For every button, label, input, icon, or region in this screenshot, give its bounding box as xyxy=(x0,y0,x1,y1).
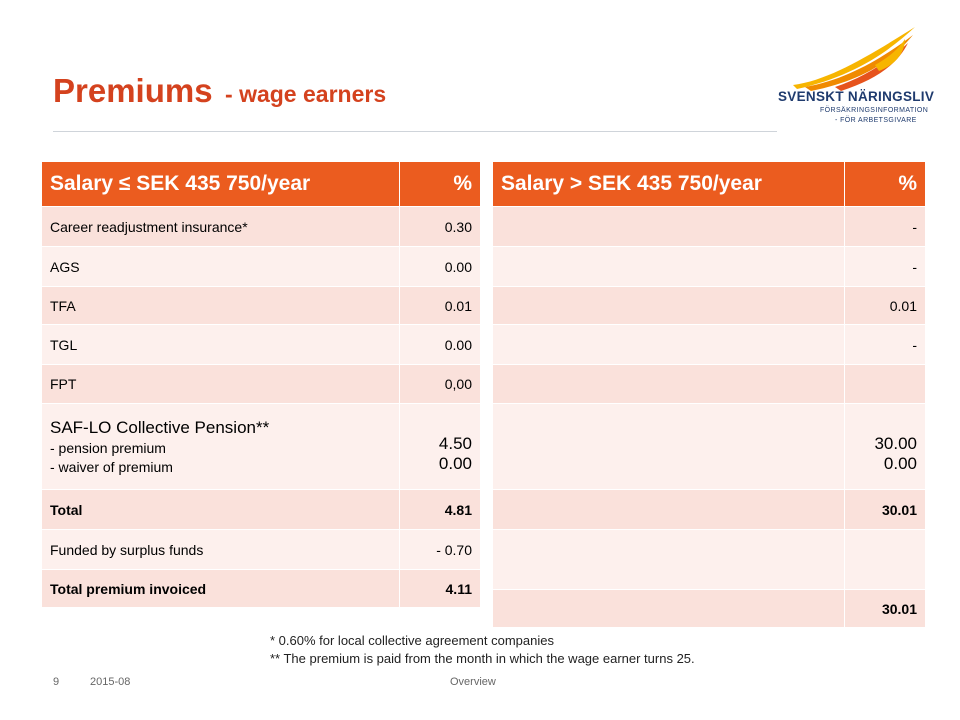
row-label: Total premium invoiced xyxy=(42,570,399,608)
table-row xyxy=(493,207,925,247)
table-row-total-invoiced xyxy=(493,590,925,628)
page-title: Premiums xyxy=(53,72,213,109)
pension-values xyxy=(399,404,480,490)
logo-brand-text: SVENSKT NÄRINGSLIV xyxy=(778,89,935,104)
table-row-total xyxy=(42,490,480,530)
row-value: 0.00 xyxy=(399,247,480,287)
row-label: Funded by surplus funds xyxy=(42,530,399,570)
table-row xyxy=(42,287,480,325)
footnotes xyxy=(270,632,695,668)
table-row xyxy=(493,287,925,325)
wings-logo-icon xyxy=(775,25,935,91)
row-value: 0,00 xyxy=(399,365,480,404)
row-label: TGL xyxy=(42,325,399,365)
table-row xyxy=(493,530,925,590)
row-value: 4.11 xyxy=(399,570,480,608)
table-row xyxy=(493,325,925,365)
page-title-block xyxy=(53,72,386,110)
table-row xyxy=(493,247,925,287)
table-row-total xyxy=(493,490,925,530)
row-label: FPT xyxy=(42,365,399,404)
footer-section: Overview xyxy=(450,676,496,688)
row-value: 30.01 xyxy=(844,590,925,628)
logo-tagline-2: - FÖR ARBETSGIVARE xyxy=(835,117,917,124)
pension-cell xyxy=(42,404,399,490)
table-row-total-invoiced xyxy=(42,570,480,608)
footer-date: 2015-08 xyxy=(90,676,131,688)
empty-cell xyxy=(493,590,844,628)
page-subtitle: - wage earners xyxy=(225,81,387,107)
row-value: 0.01 xyxy=(844,287,925,325)
row-value xyxy=(844,365,925,404)
row-sublabel: - waiver of premium xyxy=(50,458,173,475)
row-value: 30.00 xyxy=(874,433,917,453)
empty-cell xyxy=(493,207,844,247)
column-header-percent: % xyxy=(844,162,925,207)
premiums-table-low-salary xyxy=(42,162,480,608)
row-sublabel: - pension premium xyxy=(50,439,166,456)
table-row xyxy=(42,247,480,287)
title-divider xyxy=(53,131,777,132)
empty-cell xyxy=(493,490,844,530)
row-value: 4.81 xyxy=(399,490,480,530)
footnote-2: ** The premium is paid from the month in which the wage earner turns 25. xyxy=(270,651,695,666)
row-label: TFA xyxy=(42,287,399,325)
column-header-salary: Salary > SEK 435 750/year xyxy=(493,162,844,207)
table-row xyxy=(493,365,925,404)
row-value: 0.01 xyxy=(399,287,480,325)
table-row xyxy=(42,207,480,247)
footnote-1: * 0.60% for local collective agreement companies xyxy=(270,633,554,648)
row-value: - xyxy=(844,247,925,287)
row-value: 30.01 xyxy=(844,490,925,530)
table-row xyxy=(42,325,480,365)
empty-cell xyxy=(493,404,844,490)
empty-cell xyxy=(493,365,844,404)
row-value: - xyxy=(844,325,925,365)
row-value: - 0.70 xyxy=(399,530,480,570)
empty-cell xyxy=(493,247,844,287)
table-row xyxy=(493,404,925,490)
row-value: 0.00 xyxy=(438,453,472,473)
row-label: Total xyxy=(42,490,399,530)
row-value: 4.50 xyxy=(438,433,472,453)
row-value xyxy=(844,530,925,590)
empty-cell xyxy=(493,325,844,365)
empty-cell xyxy=(493,530,844,590)
row-value: 0.00 xyxy=(399,325,480,365)
premiums-table-high-salary xyxy=(493,162,925,628)
row-label: AGS xyxy=(42,247,399,287)
table-row xyxy=(42,404,480,490)
page-number: 9 xyxy=(53,676,60,688)
row-value: - xyxy=(844,207,925,247)
empty-cell xyxy=(493,287,844,325)
row-label: SAF-LO Collective Pension** xyxy=(50,417,270,437)
row-value: 0.00 xyxy=(883,453,917,473)
logo-tagline-1: FÖRSÄKRINGSINFORMATION xyxy=(820,107,929,114)
row-label: Career readjustment insurance* xyxy=(42,207,399,247)
table-header xyxy=(493,162,925,207)
column-header-salary: Salary ≤ SEK 435 750/year xyxy=(42,162,399,207)
pension-values xyxy=(844,404,925,490)
column-header-percent: % xyxy=(399,162,480,207)
table-row xyxy=(42,365,480,404)
company-logo xyxy=(775,25,940,135)
row-value: 0.30 xyxy=(399,207,480,247)
table-header xyxy=(42,162,480,207)
table-row xyxy=(42,530,480,570)
